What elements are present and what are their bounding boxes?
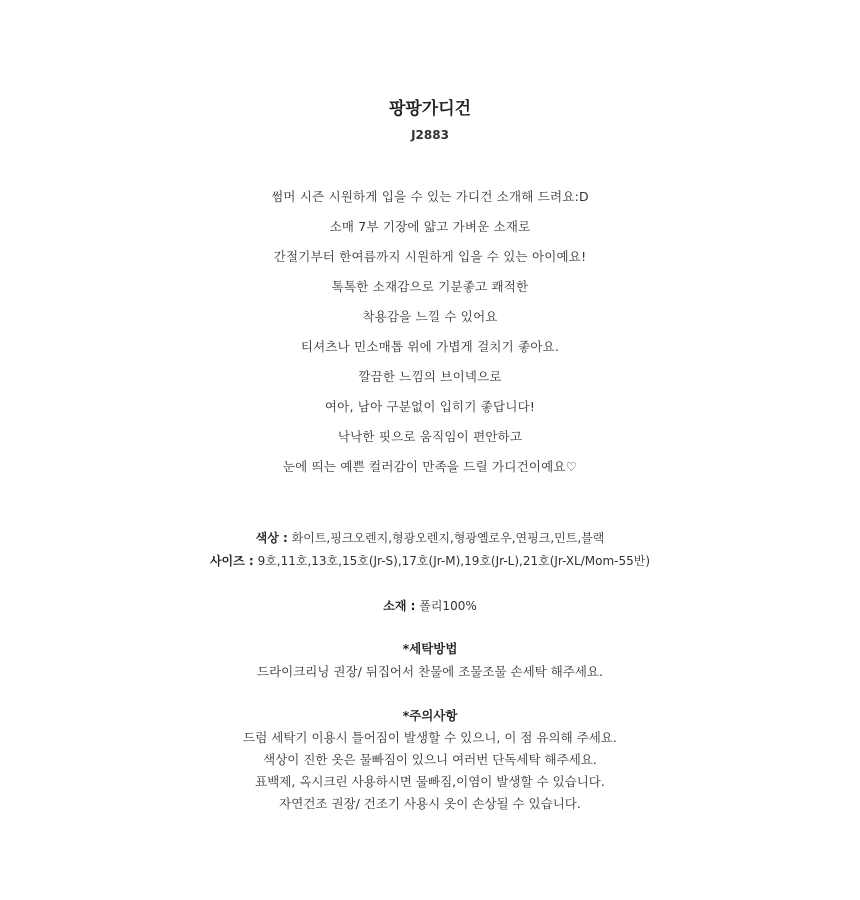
- description-line: 낙낙한 핏으로 움직임이 편안하고: [337, 429, 523, 444]
- caution-line: 색상이 진한 옷은 물빠짐이 있으니 여러번 단독세탁 해주세요.: [263, 752, 597, 767]
- description-line: 착용감을 느낄 수 있어요: [362, 309, 498, 324]
- color-value: 화이트,핑크오렌지,형광오렌지,형광옐로우,연핑크,민트,블랙: [291, 531, 605, 545]
- description-line: 소매 7부 기장에 얇고 가벼운 소재로: [329, 219, 531, 234]
- description-line: 티셔츠나 민소매톱 위에 가볍게 걸치기 좋아요.: [300, 339, 560, 354]
- caution-line: 자연건조 권장/ 건조기 사용시 옷이 손상될 수 있습니다.: [279, 796, 581, 811]
- size-value: 9호,11호,13호,15호(Jr-S),17호(Jr-M),19호(Jr-L),21호(Jr-XL/Mom-55반): [257, 554, 651, 568]
- description-line: 간절기부터 한여름까지 시원하게 입을 수 있는 아이예요!: [273, 249, 587, 264]
- description-line: 깔끔한 느낌의 브이넥으로: [358, 369, 502, 384]
- caution-line: 표백제, 옥시크린 사용하시면 물빠짐,이염이 발생할 수 있습니다.: [255, 774, 605, 789]
- size-label: 사이즈 :: [209, 554, 254, 568]
- material-spec: [0, 597, 860, 615]
- description-line: 눈에 띄는 예쁜 컬러감이 만족을 드릴 가디건이예요♡: [282, 459, 578, 474]
- product-code: J2883: [411, 128, 449, 142]
- washing-line: 드라이크리닝 권장/ 뒤집어서 찬물에 조물조물 손세탁 해주세요.: [257, 664, 603, 679]
- caution-heading: *주의사항: [402, 708, 458, 723]
- material-label: 소재 :: [383, 599, 416, 613]
- description-line: 썸머 시즌 시원하게 입을 수 있는 가디건 소개해 드려요:D: [271, 189, 589, 204]
- size-spec: [0, 552, 860, 570]
- color-spec: [0, 529, 860, 547]
- description-line: 톡톡한 소재감으로 기분좋고 쾌적한: [331, 279, 529, 294]
- color-label: 색상 :: [255, 531, 288, 545]
- material-value: 폴리100%: [419, 599, 477, 613]
- washing-heading: *세탁방법: [402, 641, 458, 656]
- caution-line: 드럼 세탁기 이용시 틀어짐이 발생할 수 있으니, 이 점 유의해 주세요.: [243, 730, 617, 745]
- description-line: 여아, 남아 구분없이 입히기 좋답니다!: [324, 399, 536, 414]
- product-title: 팡팡가디건: [388, 99, 472, 119]
